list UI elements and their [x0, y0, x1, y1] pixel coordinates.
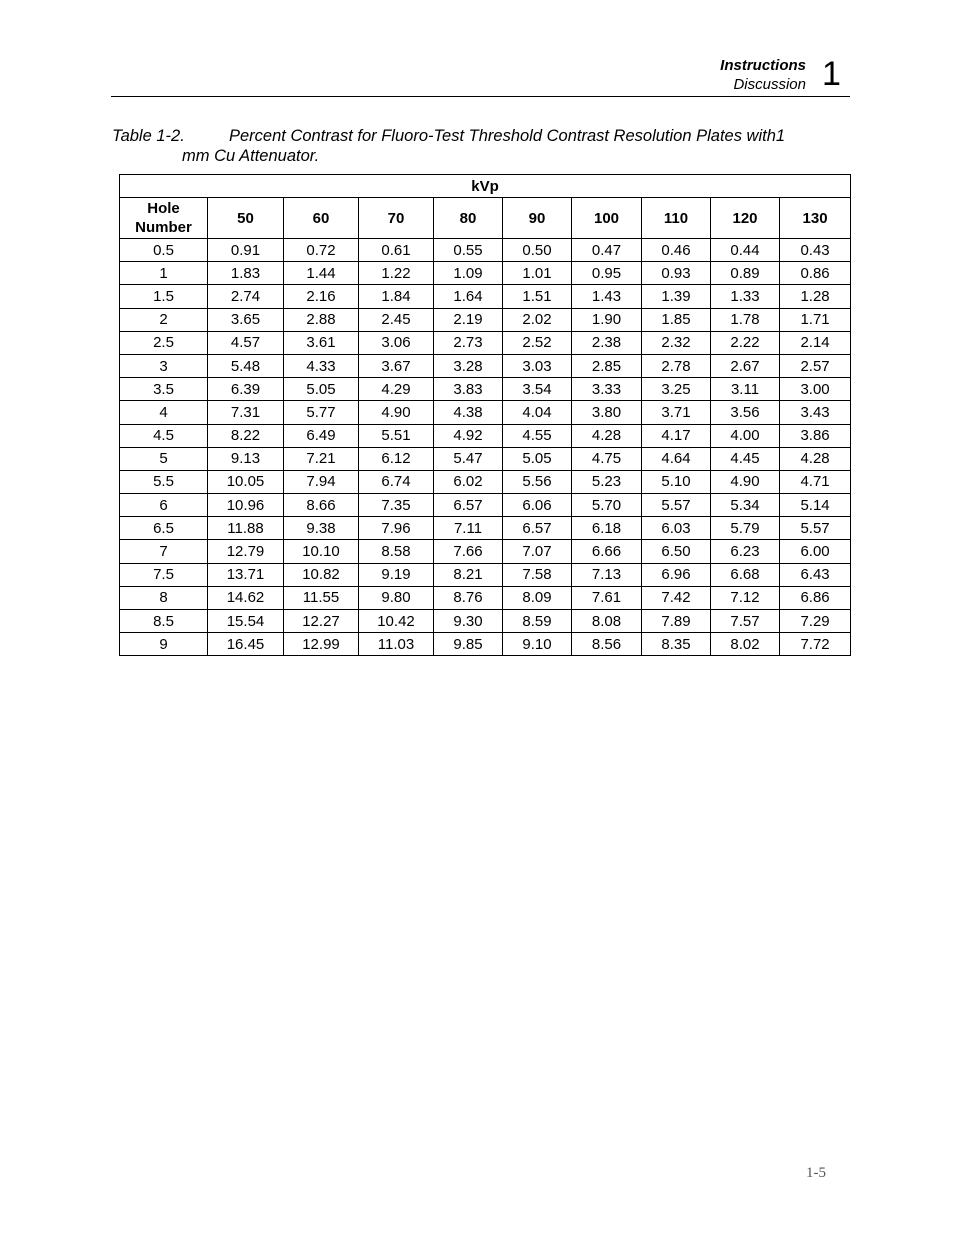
- contrast-value-cell: 14.62: [208, 586, 284, 609]
- contrast-value-cell: 0.91: [208, 239, 284, 262]
- table-column-header-row: [120, 198, 851, 239]
- column-header: 60: [284, 198, 359, 239]
- table-row: [120, 563, 851, 586]
- contrast-value-cell: 7.57: [711, 610, 780, 633]
- contrast-value-cell: 5.70: [572, 494, 642, 517]
- hole-number-cell: 8.5: [120, 610, 208, 633]
- hole-number-cell: 2: [120, 308, 208, 331]
- contrast-value-cell: 3.80: [572, 401, 642, 424]
- contrast-value-cell: 4.55: [503, 424, 572, 447]
- contrast-value-cell: 2.32: [642, 331, 711, 354]
- contrast-value-cell: 4.17: [642, 424, 711, 447]
- contrast-value-cell: 1.84: [359, 285, 434, 308]
- contrast-value-cell: 6.02: [434, 470, 503, 493]
- contrast-value-cell: 5.57: [642, 494, 711, 517]
- contrast-value-cell: 0.93: [642, 262, 711, 285]
- contrast-value-cell: 5.10: [642, 470, 711, 493]
- contrast-value-cell: 1.28: [780, 285, 851, 308]
- contrast-value-cell: 2.22: [711, 331, 780, 354]
- contrast-value-cell: 4.29: [359, 378, 434, 401]
- contrast-value-cell: 6.23: [711, 540, 780, 563]
- hole-number-cell: 5.5: [120, 470, 208, 493]
- header-rule: [111, 96, 850, 97]
- contrast-value-cell: 7.31: [208, 401, 284, 424]
- contrast-value-cell: 3.54: [503, 378, 572, 401]
- contrast-value-cell: 2.88: [284, 308, 359, 331]
- contrast-value-cell: 9.38: [284, 517, 359, 540]
- contrast-value-cell: 10.10: [284, 540, 359, 563]
- contrast-value-cell: 3.00: [780, 378, 851, 401]
- contrast-value-cell: 4.33: [284, 354, 359, 377]
- column-header: 80: [434, 198, 503, 239]
- contrast-value-cell: 16.45: [208, 633, 284, 656]
- contrast-value-cell: 5.23: [572, 470, 642, 493]
- contrast-value-cell: 1.64: [434, 285, 503, 308]
- contrast-value-cell: 5.51: [359, 424, 434, 447]
- contrast-value-cell: 12.79: [208, 540, 284, 563]
- contrast-value-cell: 0.55: [434, 239, 503, 262]
- contrast-value-cell: 1.85: [642, 308, 711, 331]
- contrast-value-cell: 2.52: [503, 331, 572, 354]
- contrast-value-cell: 0.50: [503, 239, 572, 262]
- contrast-value-cell: 0.89: [711, 262, 780, 285]
- contrast-value-cell: 8.59: [503, 610, 572, 633]
- contrast-value-cell: 6.57: [503, 517, 572, 540]
- column-header: 120: [711, 198, 780, 239]
- table-body: [120, 239, 851, 656]
- contrast-value-cell: 4.92: [434, 424, 503, 447]
- contrast-value-cell: 8.35: [642, 633, 711, 656]
- hole-number-cell: 4: [120, 401, 208, 424]
- contrast-value-cell: 4.90: [711, 470, 780, 493]
- contrast-value-cell: 7.58: [503, 563, 572, 586]
- contrast-value-cell: 0.72: [284, 239, 359, 262]
- contrast-value-cell: 2.74: [208, 285, 284, 308]
- contrast-value-cell: 10.42: [359, 610, 434, 633]
- contrast-value-cell: 0.43: [780, 239, 851, 262]
- hole-number-cell: 3.5: [120, 378, 208, 401]
- contrast-value-cell: 4.90: [359, 401, 434, 424]
- contrast-table: [119, 174, 851, 656]
- contrast-value-cell: 7.07: [503, 540, 572, 563]
- contrast-value-cell: 8.02: [711, 633, 780, 656]
- table-row: [120, 517, 851, 540]
- table-caption: [112, 126, 832, 166]
- contrast-value-cell: 4.04: [503, 401, 572, 424]
- contrast-value-cell: 7.29: [780, 610, 851, 633]
- contrast-value-cell: 5.05: [503, 447, 572, 470]
- hole-number-cell: 7: [120, 540, 208, 563]
- contrast-value-cell: 7.66: [434, 540, 503, 563]
- contrast-value-cell: 6.18: [572, 517, 642, 540]
- hole-number-header-label: Hole Number: [135, 200, 192, 236]
- hole-number-cell: 0.5: [120, 239, 208, 262]
- contrast-value-cell: 4.00: [711, 424, 780, 447]
- table-caption-label: Table 1-2.: [112, 127, 185, 145]
- contrast-value-cell: 1.44: [284, 262, 359, 285]
- contrast-value-cell: 6.96: [642, 563, 711, 586]
- contrast-value-cell: 5.56: [503, 470, 572, 493]
- contrast-value-cell: 3.28: [434, 354, 503, 377]
- contrast-value-cell: 0.61: [359, 239, 434, 262]
- contrast-value-cell: 3.43: [780, 401, 851, 424]
- contrast-value-cell: 4.28: [572, 424, 642, 447]
- contrast-value-cell: 11.55: [284, 586, 359, 609]
- contrast-value-cell: 7.13: [572, 563, 642, 586]
- contrast-value-cell: 6.03: [642, 517, 711, 540]
- contrast-value-cell: 6.50: [642, 540, 711, 563]
- table-row: [120, 331, 851, 354]
- table-caption-text: Percent Contrast for Fluoro-Test Threshold Contrast Resolution Plates with1: [229, 127, 786, 145]
- contrast-value-cell: 8.66: [284, 494, 359, 517]
- column-header: 100: [572, 198, 642, 239]
- contrast-value-cell: 8.76: [434, 586, 503, 609]
- contrast-value-cell: 1.39: [642, 285, 711, 308]
- hole-number-cell: 8: [120, 586, 208, 609]
- contrast-value-cell: 5.47: [434, 447, 503, 470]
- contrast-value-cell: 5.57: [780, 517, 851, 540]
- contrast-value-cell: 6.74: [359, 470, 434, 493]
- contrast-value-cell: 1.22: [359, 262, 434, 285]
- contrast-value-cell: 6.00: [780, 540, 851, 563]
- contrast-value-cell: 8.21: [434, 563, 503, 586]
- table-row: [120, 424, 851, 447]
- contrast-value-cell: 7.96: [359, 517, 434, 540]
- table-row: [120, 494, 851, 517]
- contrast-value-cell: 5.05: [284, 378, 359, 401]
- table-row: [120, 308, 851, 331]
- contrast-value-cell: 11.88: [208, 517, 284, 540]
- contrast-value-cell: 5.77: [284, 401, 359, 424]
- contrast-value-cell: 2.78: [642, 354, 711, 377]
- contrast-value-cell: 7.35: [359, 494, 434, 517]
- hole-number-cell: 6: [120, 494, 208, 517]
- contrast-value-cell: 1.43: [572, 285, 642, 308]
- contrast-value-cell: 9.13: [208, 447, 284, 470]
- subsection-title: Discussion: [733, 76, 806, 93]
- table-row: [120, 401, 851, 424]
- contrast-value-cell: 3.56: [711, 401, 780, 424]
- contrast-value-cell: 1.83: [208, 262, 284, 285]
- contrast-value-cell: 3.25: [642, 378, 711, 401]
- contrast-value-cell: 3.03: [503, 354, 572, 377]
- contrast-value-cell: 7.21: [284, 447, 359, 470]
- table-row: [120, 239, 851, 262]
- hole-number-cell: 1.5: [120, 285, 208, 308]
- hole-number-cell: 6.5: [120, 517, 208, 540]
- table-row: [120, 540, 851, 563]
- contrast-value-cell: 6.43: [780, 563, 851, 586]
- running-header: [720, 56, 806, 94]
- contrast-value-cell: 1.09: [434, 262, 503, 285]
- contrast-value-cell: 8.22: [208, 424, 284, 447]
- contrast-value-cell: 7.72: [780, 633, 851, 656]
- contrast-value-cell: 0.44: [711, 239, 780, 262]
- contrast-value-cell: 10.82: [284, 563, 359, 586]
- column-header: 130: [780, 198, 851, 239]
- contrast-value-cell: 8.56: [572, 633, 642, 656]
- column-header: 50: [208, 198, 284, 239]
- chapter-number: 1: [822, 55, 841, 93]
- contrast-value-cell: 9.80: [359, 586, 434, 609]
- table-caption-text-continued: mm Cu Attenuator.: [182, 147, 320, 165]
- hole-number-cell: 5: [120, 447, 208, 470]
- table-row: [120, 354, 851, 377]
- contrast-value-cell: 6.68: [711, 563, 780, 586]
- contrast-value-cell: 2.02: [503, 308, 572, 331]
- contrast-value-cell: 1.90: [572, 308, 642, 331]
- contrast-value-cell: 11.03: [359, 633, 434, 656]
- column-header: 90: [503, 198, 572, 239]
- contrast-value-cell: 3.67: [359, 354, 434, 377]
- contrast-value-cell: 4.57: [208, 331, 284, 354]
- contrast-value-cell: 4.71: [780, 470, 851, 493]
- table-row: [120, 285, 851, 308]
- hole-number-cell: 1: [120, 262, 208, 285]
- table-row: [120, 447, 851, 470]
- contrast-value-cell: 6.49: [284, 424, 359, 447]
- contrast-value-cell: 3.61: [284, 331, 359, 354]
- contrast-value-cell: 1.78: [711, 308, 780, 331]
- contrast-value-cell: 7.61: [572, 586, 642, 609]
- contrast-value-cell: 5.14: [780, 494, 851, 517]
- contrast-value-cell: 9.30: [434, 610, 503, 633]
- column-header: 70: [359, 198, 434, 239]
- contrast-value-cell: 2.14: [780, 331, 851, 354]
- contrast-value-cell: 4.75: [572, 447, 642, 470]
- table-group-header-row: [120, 175, 851, 198]
- hole-number-cell: 7.5: [120, 563, 208, 586]
- contrast-value-cell: 8.58: [359, 540, 434, 563]
- table-row: [120, 586, 851, 609]
- contrast-value-cell: 12.99: [284, 633, 359, 656]
- contrast-value-cell: 13.71: [208, 563, 284, 586]
- contrast-value-cell: 3.06: [359, 331, 434, 354]
- contrast-value-cell: 2.19: [434, 308, 503, 331]
- kvp-group-header: kVp: [120, 175, 851, 198]
- contrast-value-cell: 6.12: [359, 447, 434, 470]
- contrast-value-cell: 4.64: [642, 447, 711, 470]
- table-row: [120, 470, 851, 493]
- hole-number-cell: 3: [120, 354, 208, 377]
- contrast-value-cell: 0.95: [572, 262, 642, 285]
- contrast-value-cell: 9.19: [359, 563, 434, 586]
- contrast-value-cell: 3.33: [572, 378, 642, 401]
- table-row: [120, 262, 851, 285]
- contrast-value-cell: 12.27: [284, 610, 359, 633]
- contrast-value-cell: 9.85: [434, 633, 503, 656]
- contrast-value-cell: 4.45: [711, 447, 780, 470]
- contrast-value-cell: 0.47: [572, 239, 642, 262]
- contrast-value-cell: 15.54: [208, 610, 284, 633]
- column-header: 110: [642, 198, 711, 239]
- hole-number-cell: 9: [120, 633, 208, 656]
- table-row: [120, 378, 851, 401]
- contrast-value-cell: 2.38: [572, 331, 642, 354]
- contrast-value-cell: 1.51: [503, 285, 572, 308]
- hole-number-cell: 2.5: [120, 331, 208, 354]
- contrast-value-cell: 7.12: [711, 586, 780, 609]
- contrast-value-cell: 4.38: [434, 401, 503, 424]
- contrast-value-cell: 7.89: [642, 610, 711, 633]
- contrast-value-cell: 3.11: [711, 378, 780, 401]
- section-title: Instructions: [720, 57, 806, 74]
- contrast-value-cell: 2.16: [284, 285, 359, 308]
- contrast-value-cell: 7.42: [642, 586, 711, 609]
- contrast-value-cell: 9.10: [503, 633, 572, 656]
- hole-number-cell: 4.5: [120, 424, 208, 447]
- contrast-value-cell: 8.08: [572, 610, 642, 633]
- contrast-value-cell: 10.05: [208, 470, 284, 493]
- contrast-value-cell: 5.34: [711, 494, 780, 517]
- contrast-value-cell: 5.48: [208, 354, 284, 377]
- contrast-value-cell: 3.71: [642, 401, 711, 424]
- contrast-value-cell: 2.67: [711, 354, 780, 377]
- contrast-value-cell: 1.33: [711, 285, 780, 308]
- contrast-value-cell: 2.85: [572, 354, 642, 377]
- contrast-value-cell: 5.79: [711, 517, 780, 540]
- contrast-value-cell: 3.83: [434, 378, 503, 401]
- contrast-value-cell: 1.01: [503, 262, 572, 285]
- contrast-value-cell: 6.06: [503, 494, 572, 517]
- contrast-value-cell: 10.96: [208, 494, 284, 517]
- contrast-value-cell: 8.09: [503, 586, 572, 609]
- table-row: [120, 610, 851, 633]
- contrast-value-cell: 0.46: [642, 239, 711, 262]
- contrast-value-cell: 2.45: [359, 308, 434, 331]
- contrast-value-cell: 3.65: [208, 308, 284, 331]
- contrast-value-cell: 6.66: [572, 540, 642, 563]
- contrast-value-cell: 6.39: [208, 378, 284, 401]
- contrast-value-cell: 6.57: [434, 494, 503, 517]
- contrast-value-cell: 1.71: [780, 308, 851, 331]
- contrast-value-cell: 7.94: [284, 470, 359, 493]
- contrast-value-cell: 3.86: [780, 424, 851, 447]
- contrast-value-cell: 6.86: [780, 586, 851, 609]
- page-number: 1-5: [806, 1165, 826, 1181]
- contrast-value-cell: 0.86: [780, 262, 851, 285]
- contrast-value-cell: 7.11: [434, 517, 503, 540]
- contrast-value-cell: 2.57: [780, 354, 851, 377]
- hole-number-header: [120, 198, 208, 239]
- table-row: [120, 633, 851, 656]
- contrast-value-cell: 4.28: [780, 447, 851, 470]
- contrast-value-cell: 2.73: [434, 331, 503, 354]
